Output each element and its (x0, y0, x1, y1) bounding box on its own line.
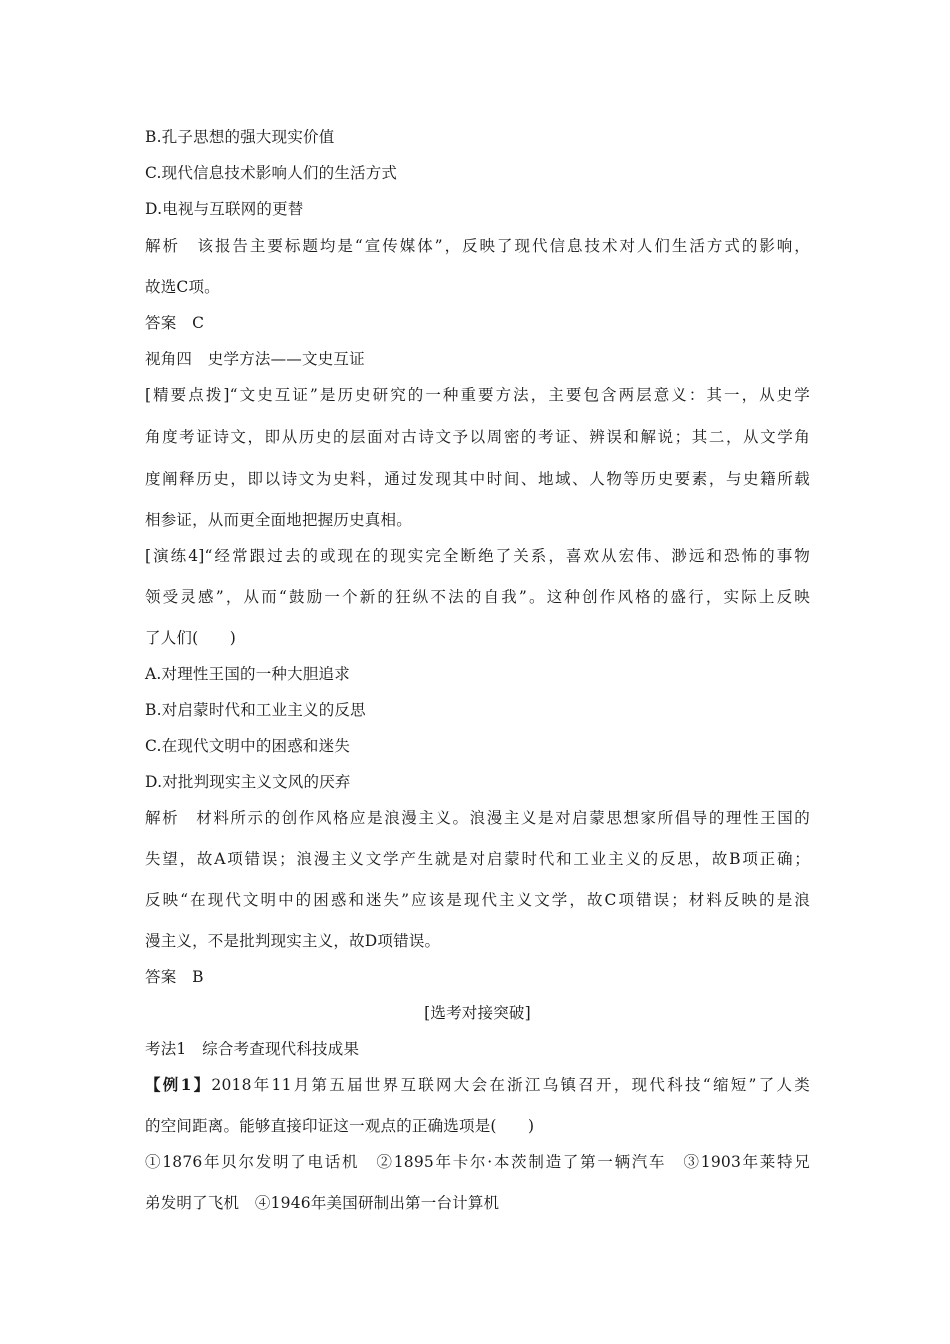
analysis-line: 失望，故A项错误；浪漫主义文学产生就是对启蒙时代和工业主义的反思，故B项正确； (145, 850, 810, 868)
example-items-line: 弟发明了飞机 ④1946年美国研制出第一台计算机 (145, 1194, 500, 1212)
tips-line: 相参证，从而更全面地把握历史真相。 (145, 511, 412, 529)
answer: 答案 C (145, 314, 205, 332)
example-items-line: ①1876年贝尔发明了电话机 ②1895年卡尔·本茨制造了第一辆汽车 ③1903年莱特兄 (145, 1153, 810, 1171)
tips-line: 度阐释历史，即以诗文为史料，通过发现其中时间、地域、人物等历史要素，与史籍所载 (145, 470, 810, 488)
exercise-stem-line: 了人们( ) (145, 629, 236, 647)
option-b: B.对启蒙时代和工业主义的反思 (145, 701, 366, 719)
tips-line: [精要点拨]“文史互证”是历史研究的一种重要方法，主要包含两层意义：其一，从史学 (145, 386, 810, 404)
analysis-line: 漫主义，不是批判现实主义，故D项错误。 (145, 932, 441, 950)
exercise-stem-line: [演练4]“经常跟过去的或现在的现实完全断绝了关系，喜欢从宏伟、渺远和恐怖的事物 (145, 547, 810, 565)
option-c: C.现代信息技术影响人们的生活方式 (145, 164, 398, 182)
perspective-heading: 视角四 史学方法——文史互证 (145, 350, 365, 368)
analysis-line: 解析 材料所示的创作风格应是浪漫主义。浪漫主义是对启蒙思想家所倡导的理性王国的 (145, 809, 810, 827)
analysis-line: 反映“在现代文明中的困惑和迷失”应该是现代主义文学，故C项错误；材料反映的是浪 (145, 891, 810, 909)
option-a: A.对理性王国的一种大胆追求 (145, 665, 350, 683)
example-label: 【例1】 (145, 1075, 212, 1094)
method-heading: 考法1 综合考查现代科技成果 (145, 1040, 360, 1058)
option-d: D.对批判现实主义文风的厌弃 (145, 773, 351, 791)
option-b: B.孔子思想的强大现实价值 (145, 128, 335, 146)
tips-line: 角度考证诗文，即从历史的层面对古诗文予以周密的考证、辨误和解说；其二，从文学角 (145, 428, 810, 446)
option-d: D.电视与互联网的更替 (145, 200, 304, 218)
section-title: [选考对接突破] (424, 1004, 531, 1022)
example-stem-line: 的空间距离。能够直接印证这一观点的正确选项是( ) (145, 1117, 535, 1135)
analysis-line: 解析 该报告主要标题均是“宣传媒体”，反映了现代信息技术对人们生活方式的影响， (145, 237, 810, 255)
analysis-line: 故选C项。 (145, 278, 220, 296)
option-c: C.在现代文明中的困惑和迷失 (145, 737, 351, 755)
example-stem-line (145, 1075, 810, 1095)
example-stem-text: 2018年11月第五届世界互联网大会在浙江乌镇召开，现代科技“缩短”了人类 (211, 1076, 810, 1094)
exercise-stem-line: 领受灵感”，从而“鼓励一个新的狂纵不法的自我”。这种创作风格的盛行，实际上反映 (145, 588, 810, 606)
answer: 答案 B (145, 968, 204, 986)
